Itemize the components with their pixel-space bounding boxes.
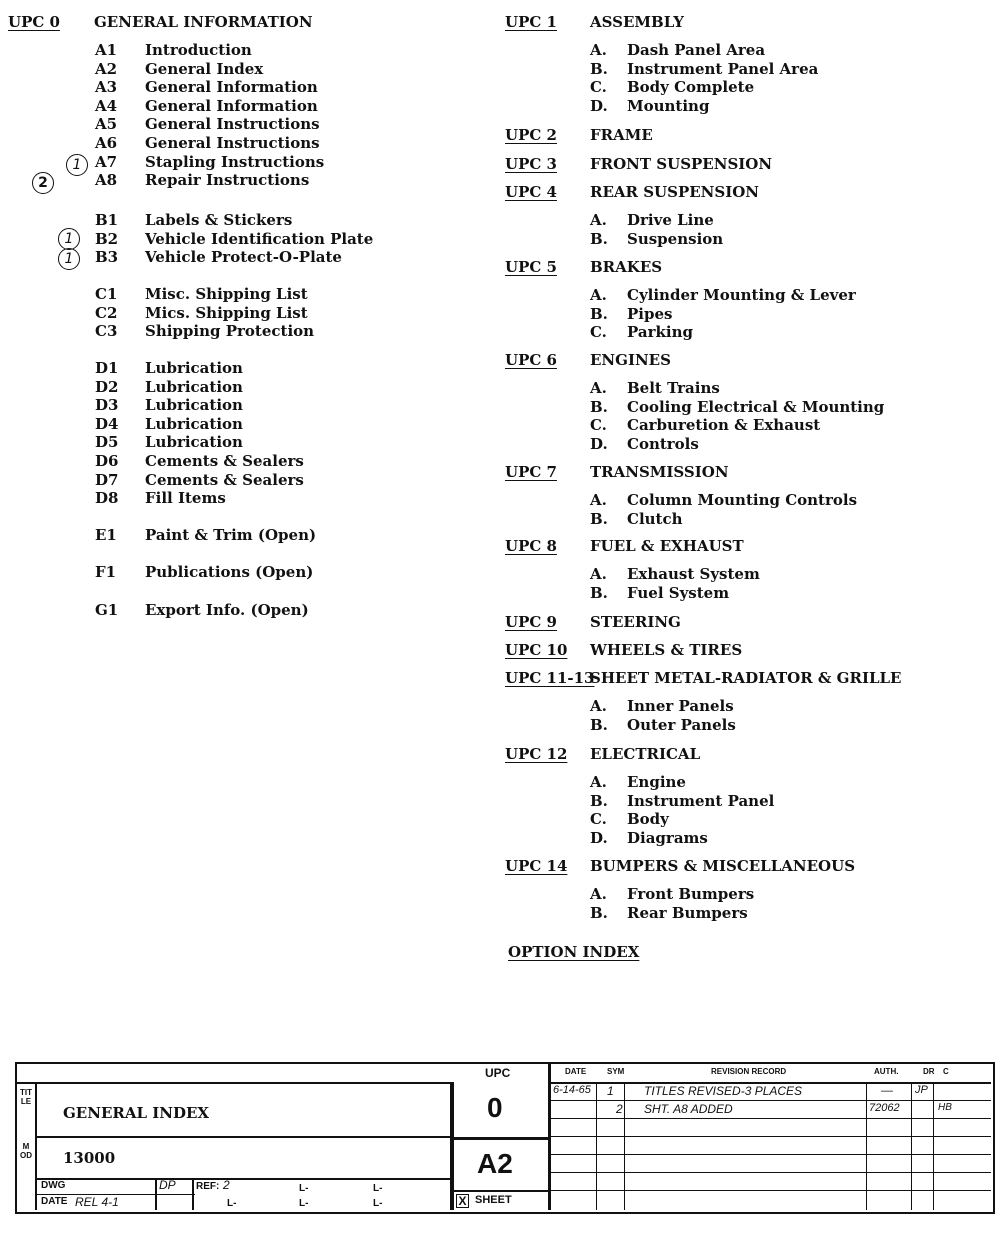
index-code: D6 [95,452,119,470]
revision-mark-icon: 1 [58,228,80,250]
item-title: Instrument Panel [627,791,775,810]
rev-header-c: C [943,1067,949,1076]
l-mark: L- [373,1183,383,1194]
item-title: Parking [627,323,693,342]
rev-header-auth: AUTH. [874,1067,899,1076]
l-mark: L- [299,1198,309,1209]
rev-1-desc: TITLES REVISED-3 PLACES [644,1084,803,1098]
index-code: C3 [95,322,118,341]
section-title: FRONT SUSPENSION [590,155,773,173]
item-letter: A. [590,491,607,509]
item-title: Engine [627,773,686,791]
item-letter: B. [590,229,608,248]
section-upc: UPC 10 [505,641,568,659]
index-title: Misc. Shipping List [145,285,308,303]
item-title: Suspension [627,229,724,248]
section-upc: UPC 12 [505,745,568,763]
index-code: A7 [95,152,118,171]
ref-value: 2 [223,1178,230,1192]
section-upc: UPC 7 [505,463,557,481]
index-code: D5 [95,433,119,452]
rev-header-dr: DR [923,1067,935,1076]
index-title: General Information [145,78,318,97]
item-title: Cooling Electrical & Mounting [627,397,885,416]
index-code: C1 [95,285,118,303]
index-title: Mics. Shipping List [145,303,308,322]
index-code: B1 [95,211,119,229]
index-title: Fill Items [145,489,226,508]
index-code: F1 [95,563,117,581]
section-title: STEERING [590,613,681,631]
rev-2-desc: SHT. A8 ADDED [644,1102,733,1116]
item-title: Front Bumpers [627,885,755,903]
revision-record [551,1062,991,1210]
index-code: D1 [95,359,119,377]
item-title: Drive Line [627,211,714,229]
item-title: Inner Panels [627,697,734,715]
rev-header-record: REVISION RECORD [711,1067,787,1076]
dwg-initials: DP [159,1178,176,1192]
section-title: ENGINES [590,351,671,369]
rev-2-sym: 2 [616,1102,623,1116]
mod-number: 13000 [63,1149,116,1167]
item-letter: B. [590,59,608,78]
index-title: Lubrication [145,359,243,377]
item-letter: C. [590,78,607,97]
date-label: DATE [41,1196,68,1207]
section-upc: UPC 0 [8,13,60,31]
section-title: SHEET METAL-RADIATOR & GRILLE [590,669,902,687]
item-letter: A. [590,697,607,715]
section-upc: UPC 1 [505,13,557,31]
item-title: Carburetion & Exhaust [627,416,821,435]
section-title: REAR SUSPENSION [590,183,760,201]
section-upc: UPC 4 [505,183,557,201]
index-code: D4 [95,414,119,433]
item-title: Rear Bumpers [627,903,748,922]
title-block [15,1062,995,1212]
index-code: B2 [95,229,119,248]
index-title: Paint & Trim (Open) [145,526,317,544]
section-title: TRANSMISSION [590,463,729,481]
item-letter: D. [590,434,608,453]
l-mark: L- [373,1198,383,1209]
section-title: GENERAL INFORMATION [94,13,313,31]
item-title: Body [627,810,669,829]
index-title: Lubrication [145,433,243,452]
item-title: Diagrams [627,828,708,847]
document-title: GENERAL INDEX [63,1104,210,1122]
item-title: Cylinder Mounting & Lever [627,286,856,304]
index-code: A3 [95,78,118,97]
index-code: D7 [95,470,119,489]
index-code: E1 [95,526,117,544]
index-code: D2 [95,377,119,396]
item-title: Pipes [627,304,673,323]
index-code: A2 [95,59,118,78]
index-code: A1 [95,41,118,59]
date-value: REL 4-1 [75,1195,119,1209]
index-title: General Information [145,96,318,115]
rev-1-sym: 1 [607,1084,614,1098]
sheet-value: A2 [477,1148,513,1179]
mod-label: MOD [20,1142,32,1160]
item-title: Controls [627,434,699,453]
item-letter: D. [590,828,608,847]
item-letter: A. [590,379,607,397]
item-letter: A. [590,565,607,583]
index-title: General Instructions [145,115,320,134]
item-letter: A. [590,41,607,59]
item-letter: B. [590,304,608,323]
sheet-label: SHEET [475,1194,512,1206]
index-title: Vehicle Protect-O-Plate [145,248,342,267]
item-letter: A. [590,773,607,791]
section-upc: UPC 6 [505,351,557,369]
section-title: BRAKES [590,258,663,276]
section-upc: UPC 14 [505,857,568,875]
l-mark: L- [227,1198,237,1209]
index-title: Labels & Stickers [145,211,293,229]
index-title: General Instructions [145,134,320,152]
rev-header-date: DATE [565,1067,587,1076]
item-letter: B. [590,397,608,416]
section-title: ASSEMBLY [590,13,684,31]
revision-mark-icon: 1 [58,248,80,270]
index-code: G1 [95,601,119,619]
item-title: Mounting [627,96,710,115]
rev-1-dr: JP [915,1084,928,1096]
item-title: Exhaust System [627,565,760,583]
section-title: BUMPERS & MISCELLANEOUS [590,857,856,875]
section-upc: UPC 5 [505,258,557,276]
item-letter: A. [590,211,607,229]
item-title: Belt Trains [627,379,720,397]
index-title: Stapling Instructions [145,152,325,171]
item-letter: C. [590,323,607,342]
item-title: Outer Panels [627,715,736,734]
item-title: Clutch [627,509,683,528]
index-title: Cements & Sealers [145,470,304,489]
index-code: D8 [95,489,119,508]
index-title: Lubrication [145,396,243,415]
upc-header: UPC [485,1066,511,1080]
index-title: Cements & Sealers [145,452,304,470]
item-letter: B. [590,583,608,602]
section-title: ELECTRICAL [590,745,701,763]
index-title: Shipping Protection [145,322,315,341]
index-title: General Index [145,59,264,78]
item-title: Instrument Panel Area [627,59,819,78]
index-code: D3 [95,396,119,415]
item-letter: B. [590,715,608,734]
item-letter: B. [590,509,608,528]
index-code: A6 [95,134,118,152]
index-title: Export Info. (Open) [145,601,309,619]
ref-label: REF: [196,1181,220,1192]
item-title: Fuel System [627,583,730,602]
item-title: Column Mounting Controls [627,491,858,509]
item-letter: B. [590,791,608,810]
l-mark: L- [299,1183,309,1194]
index-code: A5 [95,115,118,134]
revision-mark-icon: 2 [32,172,54,194]
rev-2-dr: HB [938,1102,952,1113]
index-title: Publications (Open) [145,563,314,581]
title-label: TITLE [20,1088,32,1106]
section-upc: UPC 2 [505,126,557,144]
item-title: Body Complete [627,78,755,97]
index-title: Lubrication [145,377,243,396]
section-upc: UPC 3 [505,155,557,173]
rev-1-date: 6-14-65 [553,1084,591,1096]
index-title: Introduction [145,41,252,59]
rev-1-auth: — [881,1083,893,1097]
revision-mark-icon: 1 [66,154,88,176]
section-title: FRAME [590,126,653,144]
item-letter: A. [590,885,607,903]
rev-2-auth: 72062 [869,1102,900,1114]
item-letter: B. [590,903,608,922]
index-code: B3 [95,248,119,267]
upc-value: 0 [487,1092,503,1123]
section-title: WHEELS & TIRES [590,641,743,659]
item-letter: C. [590,810,607,829]
section-title: FUEL & EXHAUST [590,537,744,555]
item-letter: A. [590,286,607,304]
rev-header-sym: SYM [607,1067,625,1076]
index-code: C2 [95,303,118,322]
index-title: Repair Instructions [145,171,310,190]
item-title: Dash Panel Area [627,41,766,59]
item-letter: C. [590,416,607,435]
index-title: Vehicle Identification Plate [145,229,374,248]
dwg-label: DWG [41,1180,66,1191]
index-code: A8 [95,171,118,190]
index-title: Lubrication [145,414,243,433]
section-upc: UPC 9 [505,613,557,631]
option-index: OPTION INDEX [508,943,640,961]
sheet-check: X [456,1194,469,1208]
item-letter: D. [590,96,608,115]
section-upc: UPC 8 [505,537,557,555]
index-code: A4 [95,96,118,115]
section-upc: UPC 11-13 [505,669,595,687]
